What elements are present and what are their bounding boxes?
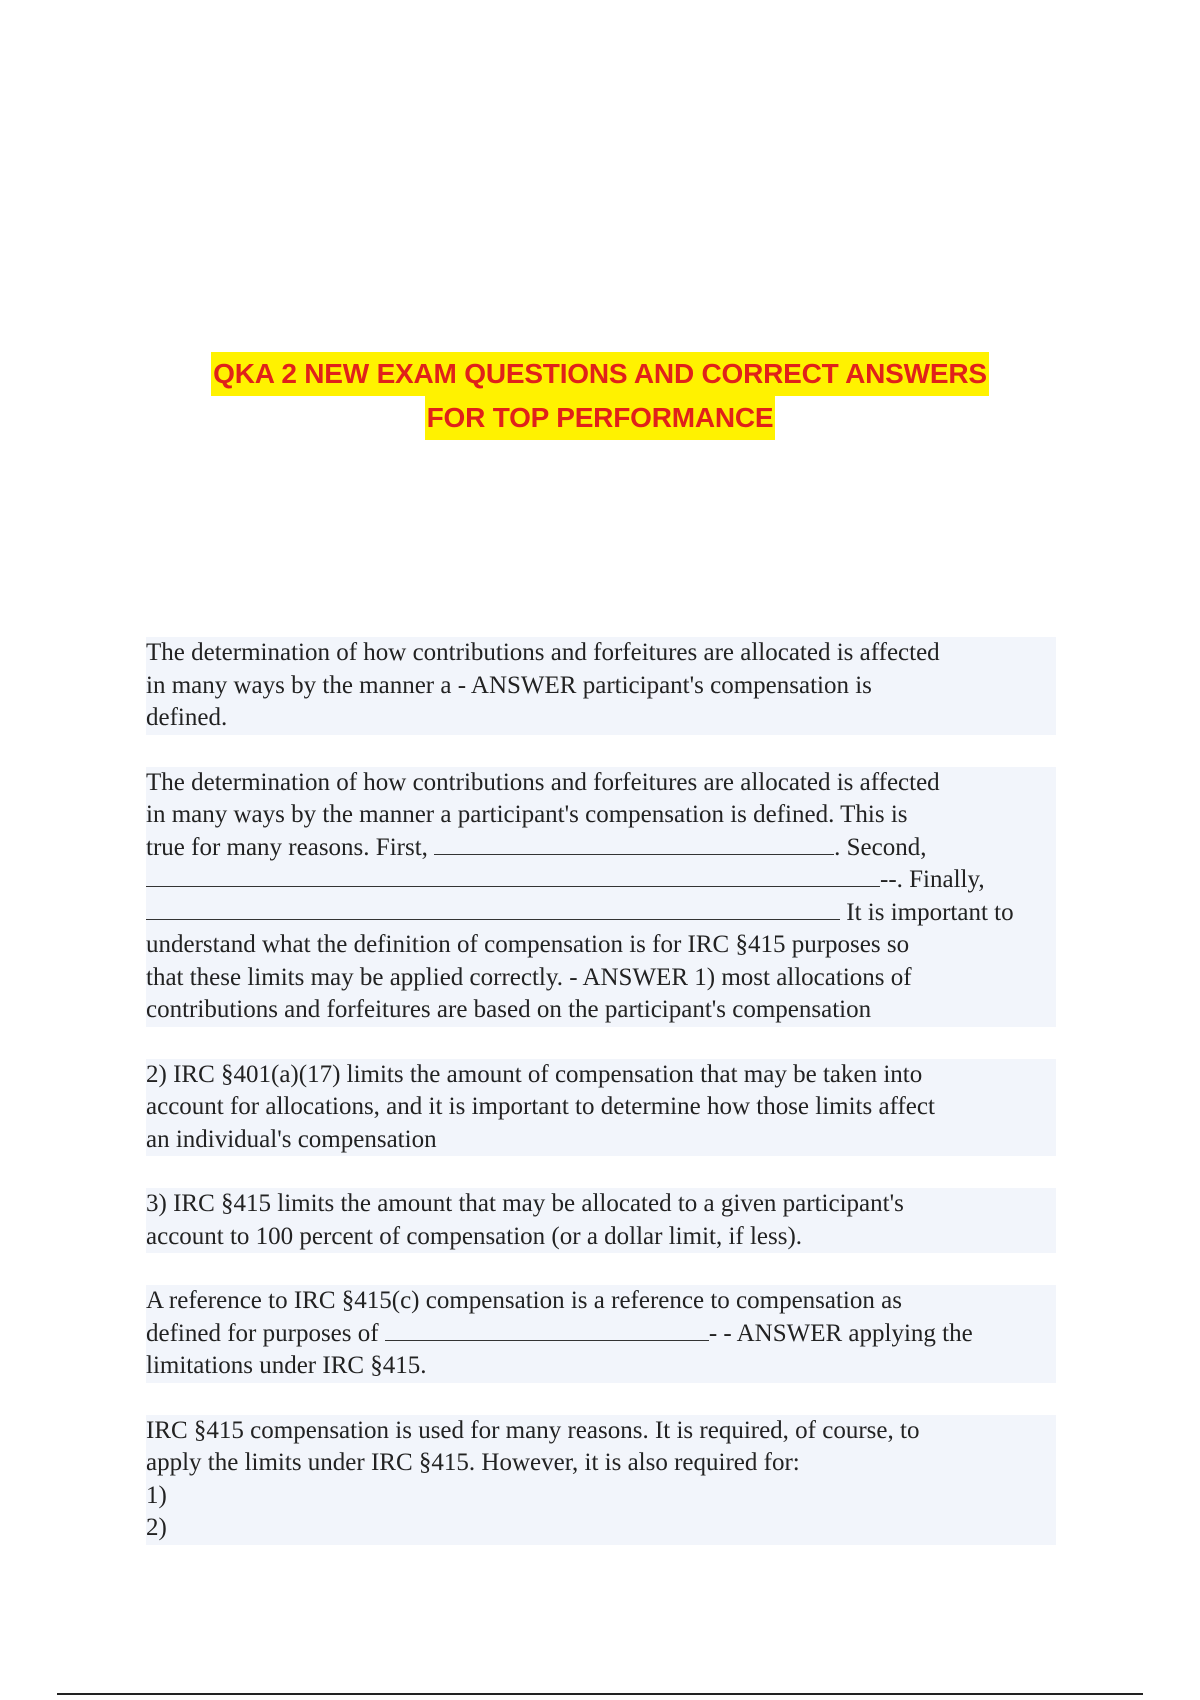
text-segment: It is important to	[840, 898, 1014, 926]
text-line: 3) IRC §415 limits the amount that may be allocated to a given participant's	[146, 1190, 904, 1217]
text-line: A reference to IRC §415(c) compensation is a reference to compensation as	[146, 1287, 902, 1314]
text-line: in many ways by the manner a participant's compensation is defined. This is	[146, 801, 908, 828]
paragraph-answer-3	[146, 1188, 1056, 1253]
text-line: understand what the definition of compensation is for IRC §415 purposes so	[146, 931, 910, 958]
paragraph-question-4	[146, 1415, 1056, 1545]
text-line: contributions and forfeitures are based on the participant's compensation	[146, 996, 872, 1023]
text-line: defined.	[146, 704, 228, 731]
text-line: apply the limits under IRC §415. However, it is also required for:	[146, 1449, 800, 1476]
text-line: 2) IRC §401(a)(17) limits the amount of compensation that may be taken into	[146, 1060, 923, 1088]
paragraph-question-3	[146, 1285, 1056, 1383]
fill-in-blank	[434, 832, 834, 855]
text-line-with-blank	[146, 832, 1056, 865]
text-line: The determination of how contributions and forfeitures are allocated is affected	[146, 639, 940, 666]
fill-in-blank	[146, 897, 840, 920]
text-segment: --. Finally,	[880, 866, 985, 893]
text-segment: . Second,	[834, 833, 927, 861]
text-line: account for allocations, and it is important to determine how those limits affect	[146, 1093, 935, 1120]
text-line-with-blank	[146, 864, 1056, 897]
fill-in-blank	[146, 864, 880, 887]
title-line-2: FOR TOP PERFORMANCE	[425, 396, 776, 440]
text-segment: true for many reasons. First,	[146, 833, 435, 861]
title-line-1: QKA 2 NEW EXAM QUESTIONS AND CORRECT ANSWERS	[211, 352, 989, 396]
list-item: 1)	[146, 1481, 167, 1509]
text-line-with-blank	[146, 1318, 1056, 1351]
document-title	[0, 352, 1200, 440]
document-body	[146, 637, 1056, 1577]
fill-in-blank	[385, 1318, 709, 1341]
footer-divider	[57, 1693, 1143, 1695]
paragraph-question-2	[146, 767, 1056, 1027]
text-line: account to 100 percent of compensation (or a dollar limit, if less).	[146, 1222, 803, 1250]
text-line: limitations under IRC §415.	[146, 1352, 427, 1379]
text-segment: - - ANSWER applying the	[708, 1319, 973, 1347]
text-line: The determination of how contributions and forfeitures are allocated is affected	[146, 768, 940, 796]
text-line-with-blank	[146, 897, 1056, 930]
text-line: in many ways by the manner a - ANSWER participant's compensation is	[146, 671, 872, 699]
text-line: that these limits may be applied correctly. - ANSWER 1) most allocations of	[146, 963, 912, 991]
text-line: IRC §415 compensation is used for many reasons. It is required, of course, to	[146, 1416, 920, 1444]
list-item: 2)	[146, 1514, 167, 1541]
text-segment: defined for purposes of	[146, 1319, 385, 1347]
text-line: an individual's compensation	[146, 1125, 437, 1153]
paragraph-question-1	[146, 637, 1056, 735]
paragraph-answer-2	[146, 1059, 1056, 1157]
